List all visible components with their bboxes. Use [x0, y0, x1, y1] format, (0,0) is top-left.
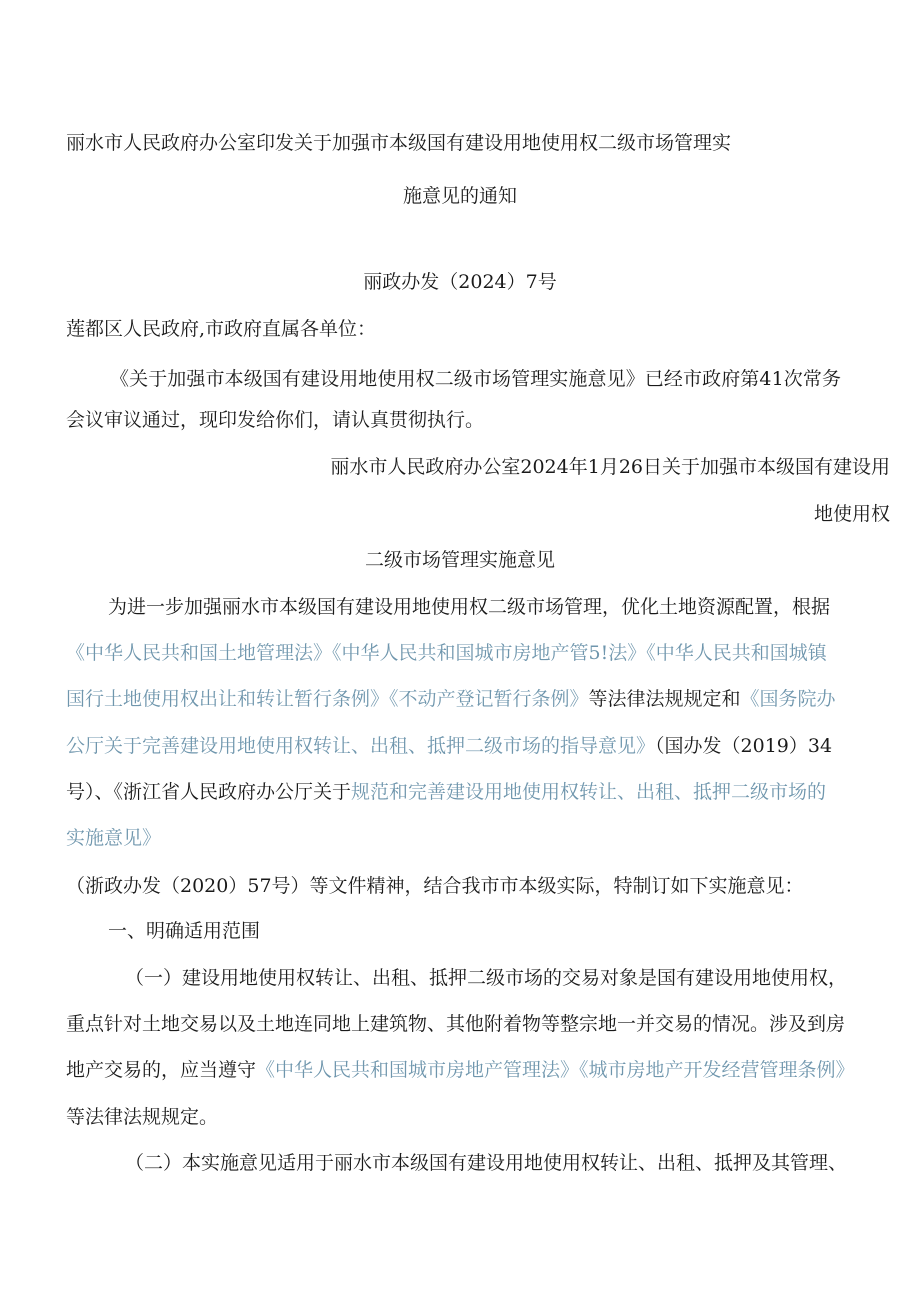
- intro-line-2-law-references: 《中华人民共和国土地管理法》《中华人民共和国城市房地产管5!法》《中华人民共和国城镇: [66, 642, 827, 664]
- document-number: 丽政办发（2024）7号: [363, 271, 557, 293]
- intro-line-1: 为进一步加强丽水市本级国有建设用地使用权二级市场管理，优化土地资源配置，根据: [108, 596, 831, 618]
- subtitle: 二级市场管理实施意见: [364, 549, 555, 571]
- intro-text: （国办发（2019）34: [655, 735, 833, 757]
- law-reference-link: 规范和完善建设用地使用权转让、出租、抵押二级市场的: [351, 781, 827, 803]
- addressee: 莲都区人民政府,市政府直属各单位：: [66, 318, 377, 340]
- clause-1-line-2: 重点针对土地交易以及土地连同地上建筑物、其他附着物等整宗地一并交易的情况。涉及到房: [66, 1013, 846, 1035]
- law-reference-link: 国行土地使用权出让和转让暂行条例》《不动产登记暂行条例》: [66, 688, 589, 710]
- law-reference-link: 公厅关于完善建设用地使用权转让、出租、抵押二级市场的指导意见》: [66, 735, 656, 757]
- signature-line-2: 地使用权: [813, 503, 890, 525]
- law-reference-link: 《中华人民共和国城市房地产管理法》《城市房地产开发经营管理条例》: [256, 1059, 855, 1081]
- document-title-line-1: 丽水市人民政府办公室印发关于加强市本级国有建设用地使用权二级市场管理实: [66, 132, 732, 154]
- intro-line-5: [66, 779, 826, 805]
- clause-1-line-4: 等法律法规规定。: [66, 1106, 219, 1128]
- notice-line-2: 会议审议通过，现印发给你们，请认真贯彻执行。: [66, 409, 485, 431]
- law-reference-link: 《国务院办: [740, 688, 836, 710]
- document-title-line-2: 施意见的通知: [402, 185, 517, 207]
- clause-1-line-3: [66, 1057, 855, 1083]
- intro-text: 号）、《浙江省人民政府办公厅关于: [66, 781, 352, 803]
- clause-1-line-1: （一）建设用地使用权转让、出租、抵押二级市场的交易对象是国有建设用地使用权，: [125, 967, 848, 989]
- intro-line-3: [66, 686, 836, 712]
- section-heading: 一、明确适用范围: [108, 920, 261, 942]
- intro-line-4: [66, 733, 832, 759]
- clause-2-line-1: （二）本实施意见适用于丽水市本级国有建设用地使用权转让、出租、抵押及其管理、: [125, 1152, 848, 1174]
- intro-line-7: （浙政办发（2020）57号）等文件精神，结合我市市本级实际，特制订如下实施意见：: [66, 875, 804, 897]
- clause-text: 地产交易的，应当遵守: [66, 1059, 257, 1081]
- signature-line-1: 丽水市人民政府办公室2024年1月26日关于加强市本级国有建设用: [330, 456, 890, 478]
- intro-line-6: 实施意见》: [66, 827, 162, 849]
- notice-line-1: 《关于加强市本级国有建设用地使用权二级市场管理实施意见》已经市政府第41次常务: [110, 368, 842, 390]
- intro-text: 等法律法规规定和: [588, 688, 741, 710]
